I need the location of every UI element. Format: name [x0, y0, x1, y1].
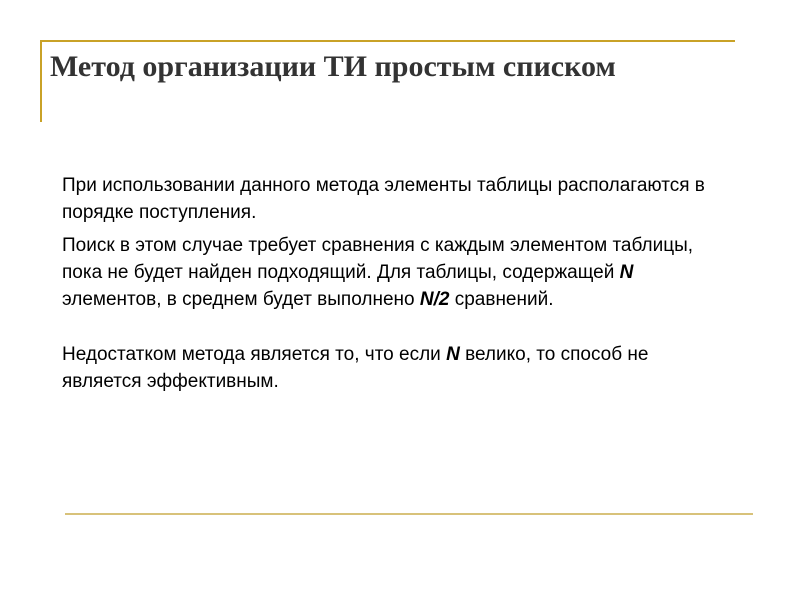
paragraph-drawback-text-2: велико, то способ не является эффективным.: [62, 344, 649, 392]
paragraph-search-text-3: сравнений.: [449, 289, 554, 310]
title-frame-top-line: [40, 40, 735, 42]
paragraph-search-comparison: [62, 232, 722, 313]
slide-title: Метод организации ТИ простым списком: [50, 50, 616, 83]
n-variable-large: N: [446, 344, 460, 365]
n-variable: N: [619, 262, 634, 283]
paragraph-storage-order: При использовании данного метода элементы таблицы располагаются в порядке поступления.: [62, 175, 705, 223]
paragraph-drawback-text-1: Недостатком метода является то, что если: [62, 344, 447, 365]
slide-body: [62, 172, 722, 401]
title-frame-left-line: [40, 40, 42, 122]
paragraph-drawback: [62, 341, 722, 395]
n-half-value: N/2: [419, 289, 450, 310]
bottom-divider-line: [65, 513, 753, 515]
paragraph-search-text-2: элементов, в среднем будет выполнено: [62, 289, 420, 310]
paragraph-search-text-1: Поиск в этом случае требует сравнения с каждым элементом таблицы, пока не будет найден подходящий. Для таблицы, содержащей: [62, 235, 694, 283]
